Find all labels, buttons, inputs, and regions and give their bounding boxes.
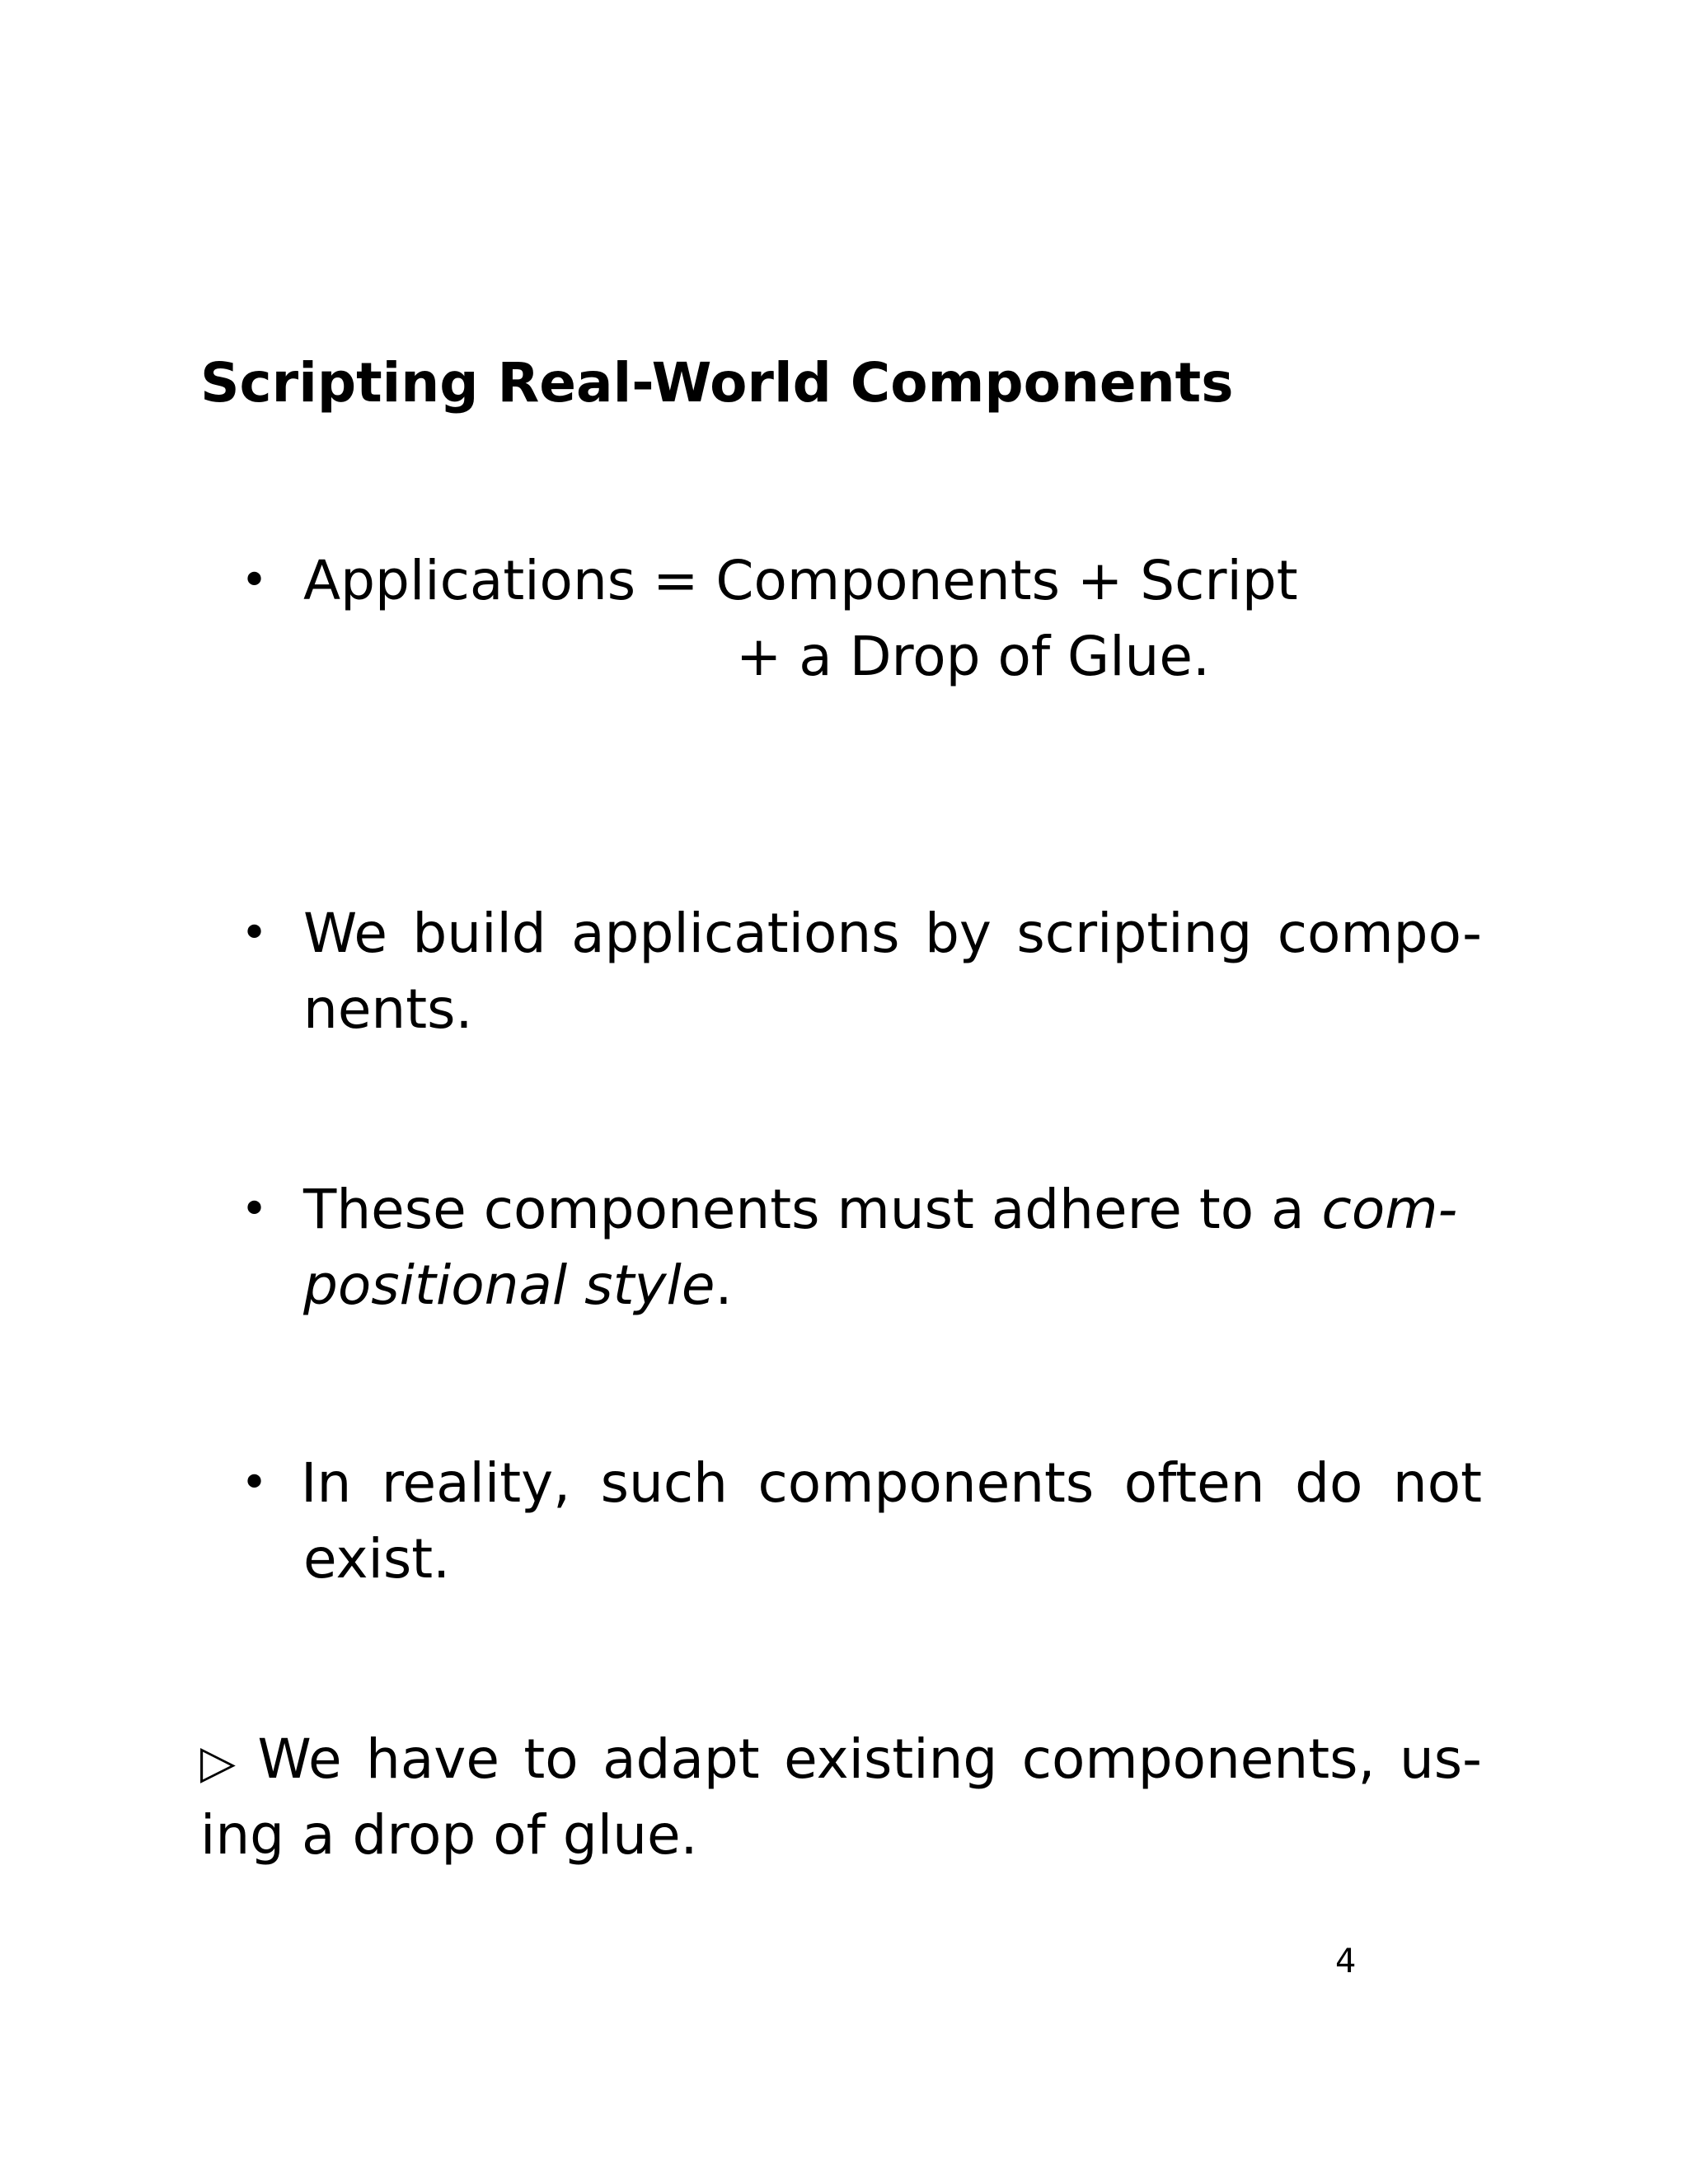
triangle-right-icon: ▷ [200,1736,243,1789]
bullet-marker: • [241,554,269,607]
bullet-marker: • [241,1456,269,1510]
conclusion-line-2: ing a drop of glue. [200,1803,698,1867]
bullet-4-line-1: In reality, such components often do not [301,1451,1482,1515]
bullet-3-line-1-emphasis: com- [1321,1178,1458,1241]
bullet-3-line-2-text: . [715,1254,733,1317]
bullet-1-line-1: Applications = Components + Script [303,549,1298,612]
page-number: 4 [1335,1943,1357,1980]
bullet-2-line-1: We build applications by scripting compo- [303,902,1482,965]
bullet-3-line-1-text: These components must adhere to a [303,1178,1322,1241]
bullet-2-line-2: nents. [303,977,473,1041]
bullet-marker: • [241,907,269,960]
bullet-3-line-2-emphasis: positional style [303,1254,715,1317]
bullet-marker: • [241,1183,269,1236]
bullet-3-line-2 [303,1249,732,1323]
bullet-1-line-2: + a Drop of Glue. [736,625,1210,688]
slide-title: Scripting Real-World Components [200,351,1234,415]
bullet-4-line-2: exist. [303,1527,451,1591]
bullet-3-line-1 [303,1173,1457,1247]
conclusion-line-1-text: We have to adapt existing components, us- [257,1727,1482,1791]
conclusion-line-1 [200,1722,1482,1800]
